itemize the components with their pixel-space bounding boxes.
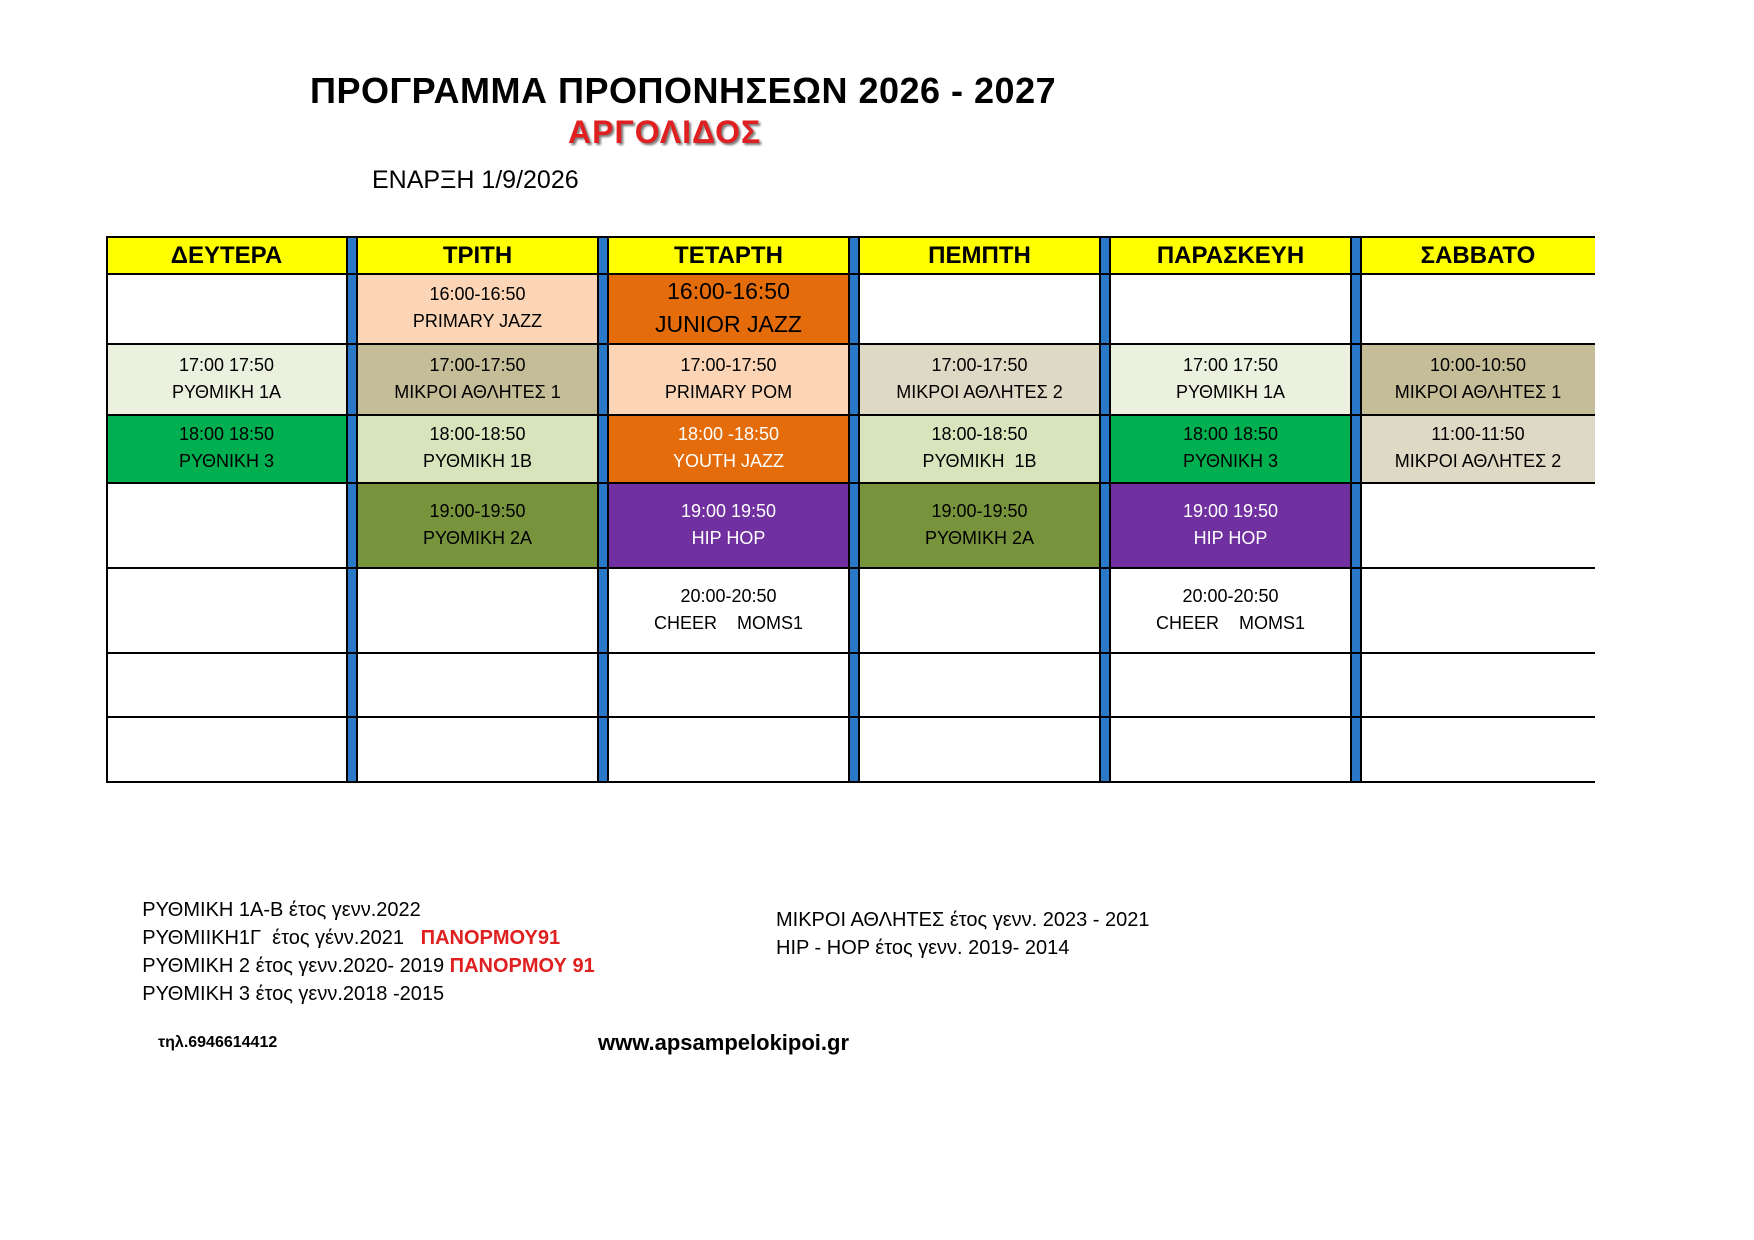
class-time: 17:00-17:50: [931, 354, 1028, 375]
grid-line: [858, 236, 860, 783]
schedule-cell: [859, 343, 1100, 414]
class-time: 18:00 18:50: [1182, 424, 1279, 444]
website-link[interactable]: www.apsampelokipoi.gr: [598, 1030, 850, 1055]
class-time: 10:00-10:50: [1429, 354, 1527, 375]
schedule-cell: [1110, 716, 1351, 783]
class-name: ΜΙΚΡΟΙ ΑΘΛΗΤΕΣ 1: [1394, 381, 1562, 402]
grid-line: [106, 567, 1595, 569]
class-name: PRIMARY POM: [664, 381, 793, 402]
day-header: ΤΕΤΑΡΤΗ: [608, 238, 849, 273]
class-time: 19:00 19:50: [680, 500, 777, 521]
class-name: ΜΙΚΡΟΙ ΑΘΛΗΤΕΣ 1: [394, 381, 561, 402]
class-name: HIP HOP: [1193, 527, 1268, 548]
schedule-cell: [106, 273, 347, 343]
grid-line: [356, 236, 358, 783]
grid-line: [106, 652, 1595, 654]
class-name: ΡΥΘΜΙΚΗ 1Α: [171, 381, 282, 402]
note-line: HIP - HOP έτος γενν. 2019- 2014: [776, 937, 1070, 959]
schedule-cell: [859, 414, 1100, 482]
schedule-cell: [1361, 414, 1595, 482]
schedule-cell: [1110, 414, 1351, 482]
class-name: PRIMARY JAZZ: [412, 311, 543, 331]
schedule-cell: [1361, 343, 1595, 414]
grid-line: [106, 781, 1595, 783]
schedule-cell: [608, 652, 849, 716]
class-name: ΡΥΘΜΙΚΗ 1Α: [1175, 381, 1286, 402]
schedule-cell: [357, 273, 598, 343]
schedule-cell: [1361, 482, 1595, 567]
schedule-cell: [1110, 567, 1351, 652]
schedule-cell: [608, 567, 849, 652]
class-time: 18:00-18:50: [931, 424, 1028, 444]
class-time: 16:00-16:50: [429, 284, 526, 304]
grid-line: [106, 343, 1595, 345]
day-header: ΔΕΥΤΕΡΑ: [106, 238, 347, 273]
schedule-cell: [357, 414, 598, 482]
grid-line: [106, 236, 1595, 238]
schedule-cell: [357, 482, 598, 567]
schedule-cell: [1110, 482, 1351, 567]
schedule-cell: [1361, 567, 1595, 652]
schedule-cell: [1361, 652, 1595, 716]
schedule-cell: [106, 716, 347, 783]
schedule-cell: [106, 414, 347, 482]
schedule-cell: [106, 567, 347, 652]
grid-line: [106, 716, 1595, 718]
class-time: 18:00 18:50: [178, 424, 275, 444]
note-highlight: ΠΑΝΟΡΜΟΥ 91: [449, 955, 595, 977]
class-time: 18:00 -18:50: [677, 424, 780, 444]
note-line: ΜΙΚΡΟΙ ΑΘΛΗΤΕΣ έτος γενν. 2023 - 2021: [776, 909, 1150, 931]
grid-line: [106, 236, 108, 783]
schedule-cell: [608, 273, 849, 343]
class-name: ΜΙΚΡΟΙ ΑΘΛΗΤΕΣ 2: [896, 381, 1063, 402]
schedule-cell: [608, 482, 849, 567]
schedule-table: [106, 236, 1595, 783]
schedule-cell: [357, 343, 598, 414]
schedule-cell: [1110, 273, 1351, 343]
class-time: 18:00-18:50: [429, 424, 526, 444]
grid-line: [597, 236, 599, 783]
class-name: YOUTH JAZZ: [673, 451, 784, 471]
note-text: ΡΥΘΜΙΙΚΗ1Γ έτος γένν.2021: [142, 927, 421, 949]
day-header: ΠΕΜΠΤΗ: [859, 238, 1100, 273]
schedule-cell: [859, 652, 1100, 716]
class-name: ΡΥΘΜΙΚΗ 2Α: [422, 527, 533, 548]
grid-line: [1099, 236, 1101, 783]
day-header: ΠΑΡΑΣΚΕΥΗ: [1110, 238, 1351, 273]
class-name: ΡΥΘΝΙΚΗ 3: [178, 451, 275, 471]
class-name: JUNIOR JAZZ: [655, 311, 802, 337]
class-time: 17:00-17:50: [680, 354, 777, 375]
class-time: 19:00-19:50: [429, 500, 526, 521]
grid-line: [1109, 236, 1111, 783]
class-name: ΜΙΚΡΟΙ ΑΘΛΗΤΕΣ 2: [1394, 451, 1562, 471]
schedule-cell: [106, 482, 347, 567]
schedule-cell: [859, 567, 1100, 652]
class-name: HIP HOP: [691, 527, 766, 548]
schedule-cell: [608, 716, 849, 783]
day-header: ΤΡΙΤΗ: [357, 238, 598, 273]
grid-line: [1350, 236, 1352, 783]
class-name: CHEER MOMS1: [1155, 612, 1306, 633]
schedule-cell: [859, 482, 1100, 567]
schedule-cell: [1361, 716, 1595, 783]
grid-line: [1360, 236, 1362, 783]
class-time: 19:00-19:50: [931, 500, 1028, 521]
class-name: ΡΥΘΜΙΚΗ 1Β: [922, 451, 1037, 471]
class-name: ΡΥΘΜΙΚΗ 1Β: [422, 451, 533, 471]
schedule-cell: [106, 652, 347, 716]
schedule-cell: [608, 343, 849, 414]
grid-line: [106, 414, 1595, 416]
grid-line: [848, 236, 850, 783]
grid-line: [106, 482, 1595, 484]
page-title: ΠΡΟΓΡΑΜΜΑ ΠΡΟΠΟΝΗΣΕΩΝ 2026 - 2027: [310, 70, 1057, 111]
class-time: 17:00-17:50: [429, 354, 526, 375]
schedule-cell: [357, 652, 598, 716]
class-name: ΡΥΘΝΙΚΗ 3: [1182, 451, 1279, 471]
schedule-cell: [1110, 343, 1351, 414]
class-name: CHEER MOMS1: [653, 612, 804, 633]
class-name: ΡΥΘΜΙΚΗ 2Α: [924, 527, 1035, 548]
day-header: ΣΑΒΒΑΤΟ: [1361, 238, 1595, 273]
class-time: 20:00-20:50: [1182, 585, 1279, 606]
schedule-cell: [357, 716, 598, 783]
grid-line: [607, 236, 609, 783]
schedule-cell: [1110, 652, 1351, 716]
schedule-cell: [357, 567, 598, 652]
schedule-cell: [1361, 273, 1595, 343]
note-text: ΡΥΘΜΙΚΗ 2 έτος γενν.2020- 2019: [142, 955, 450, 977]
note-text: ΡΥΘΜΙΚΗ 1Α-Β έτος γενν.2022: [142, 899, 421, 921]
class-time: 20:00-20:50: [680, 585, 777, 606]
schedule-cell: [608, 414, 849, 482]
schedule-cell: [859, 716, 1100, 783]
note-highlight: ΠΑΝΟΡΜΟΥ91: [420, 927, 561, 949]
class-time: 11:00-11:50: [1431, 424, 1525, 444]
note-line: [120, 952, 444, 1036]
note-text: ΡΥΘΜΙΚΗ 3 έτος γενν.2018 -2015: [142, 983, 445, 1005]
class-time: 19:00 19:50: [1182, 500, 1279, 521]
class-time: 17:00 17:50: [178, 354, 275, 375]
grid-line: [106, 273, 1595, 275]
class-time: 16:00-16:50: [667, 278, 790, 304]
grid-line: [346, 236, 348, 783]
start-date: ΕΝΑΡΞΗ 1/9/2026: [372, 166, 579, 194]
schedule-cell: [106, 343, 347, 414]
phone-number: τηλ.6946614412: [158, 1034, 278, 1051]
schedule-cell: [859, 273, 1100, 343]
class-time: 17:00 17:50: [1182, 354, 1279, 375]
page-subtitle: ΑΡΓΟΛΙΔΟΣ: [568, 114, 762, 150]
